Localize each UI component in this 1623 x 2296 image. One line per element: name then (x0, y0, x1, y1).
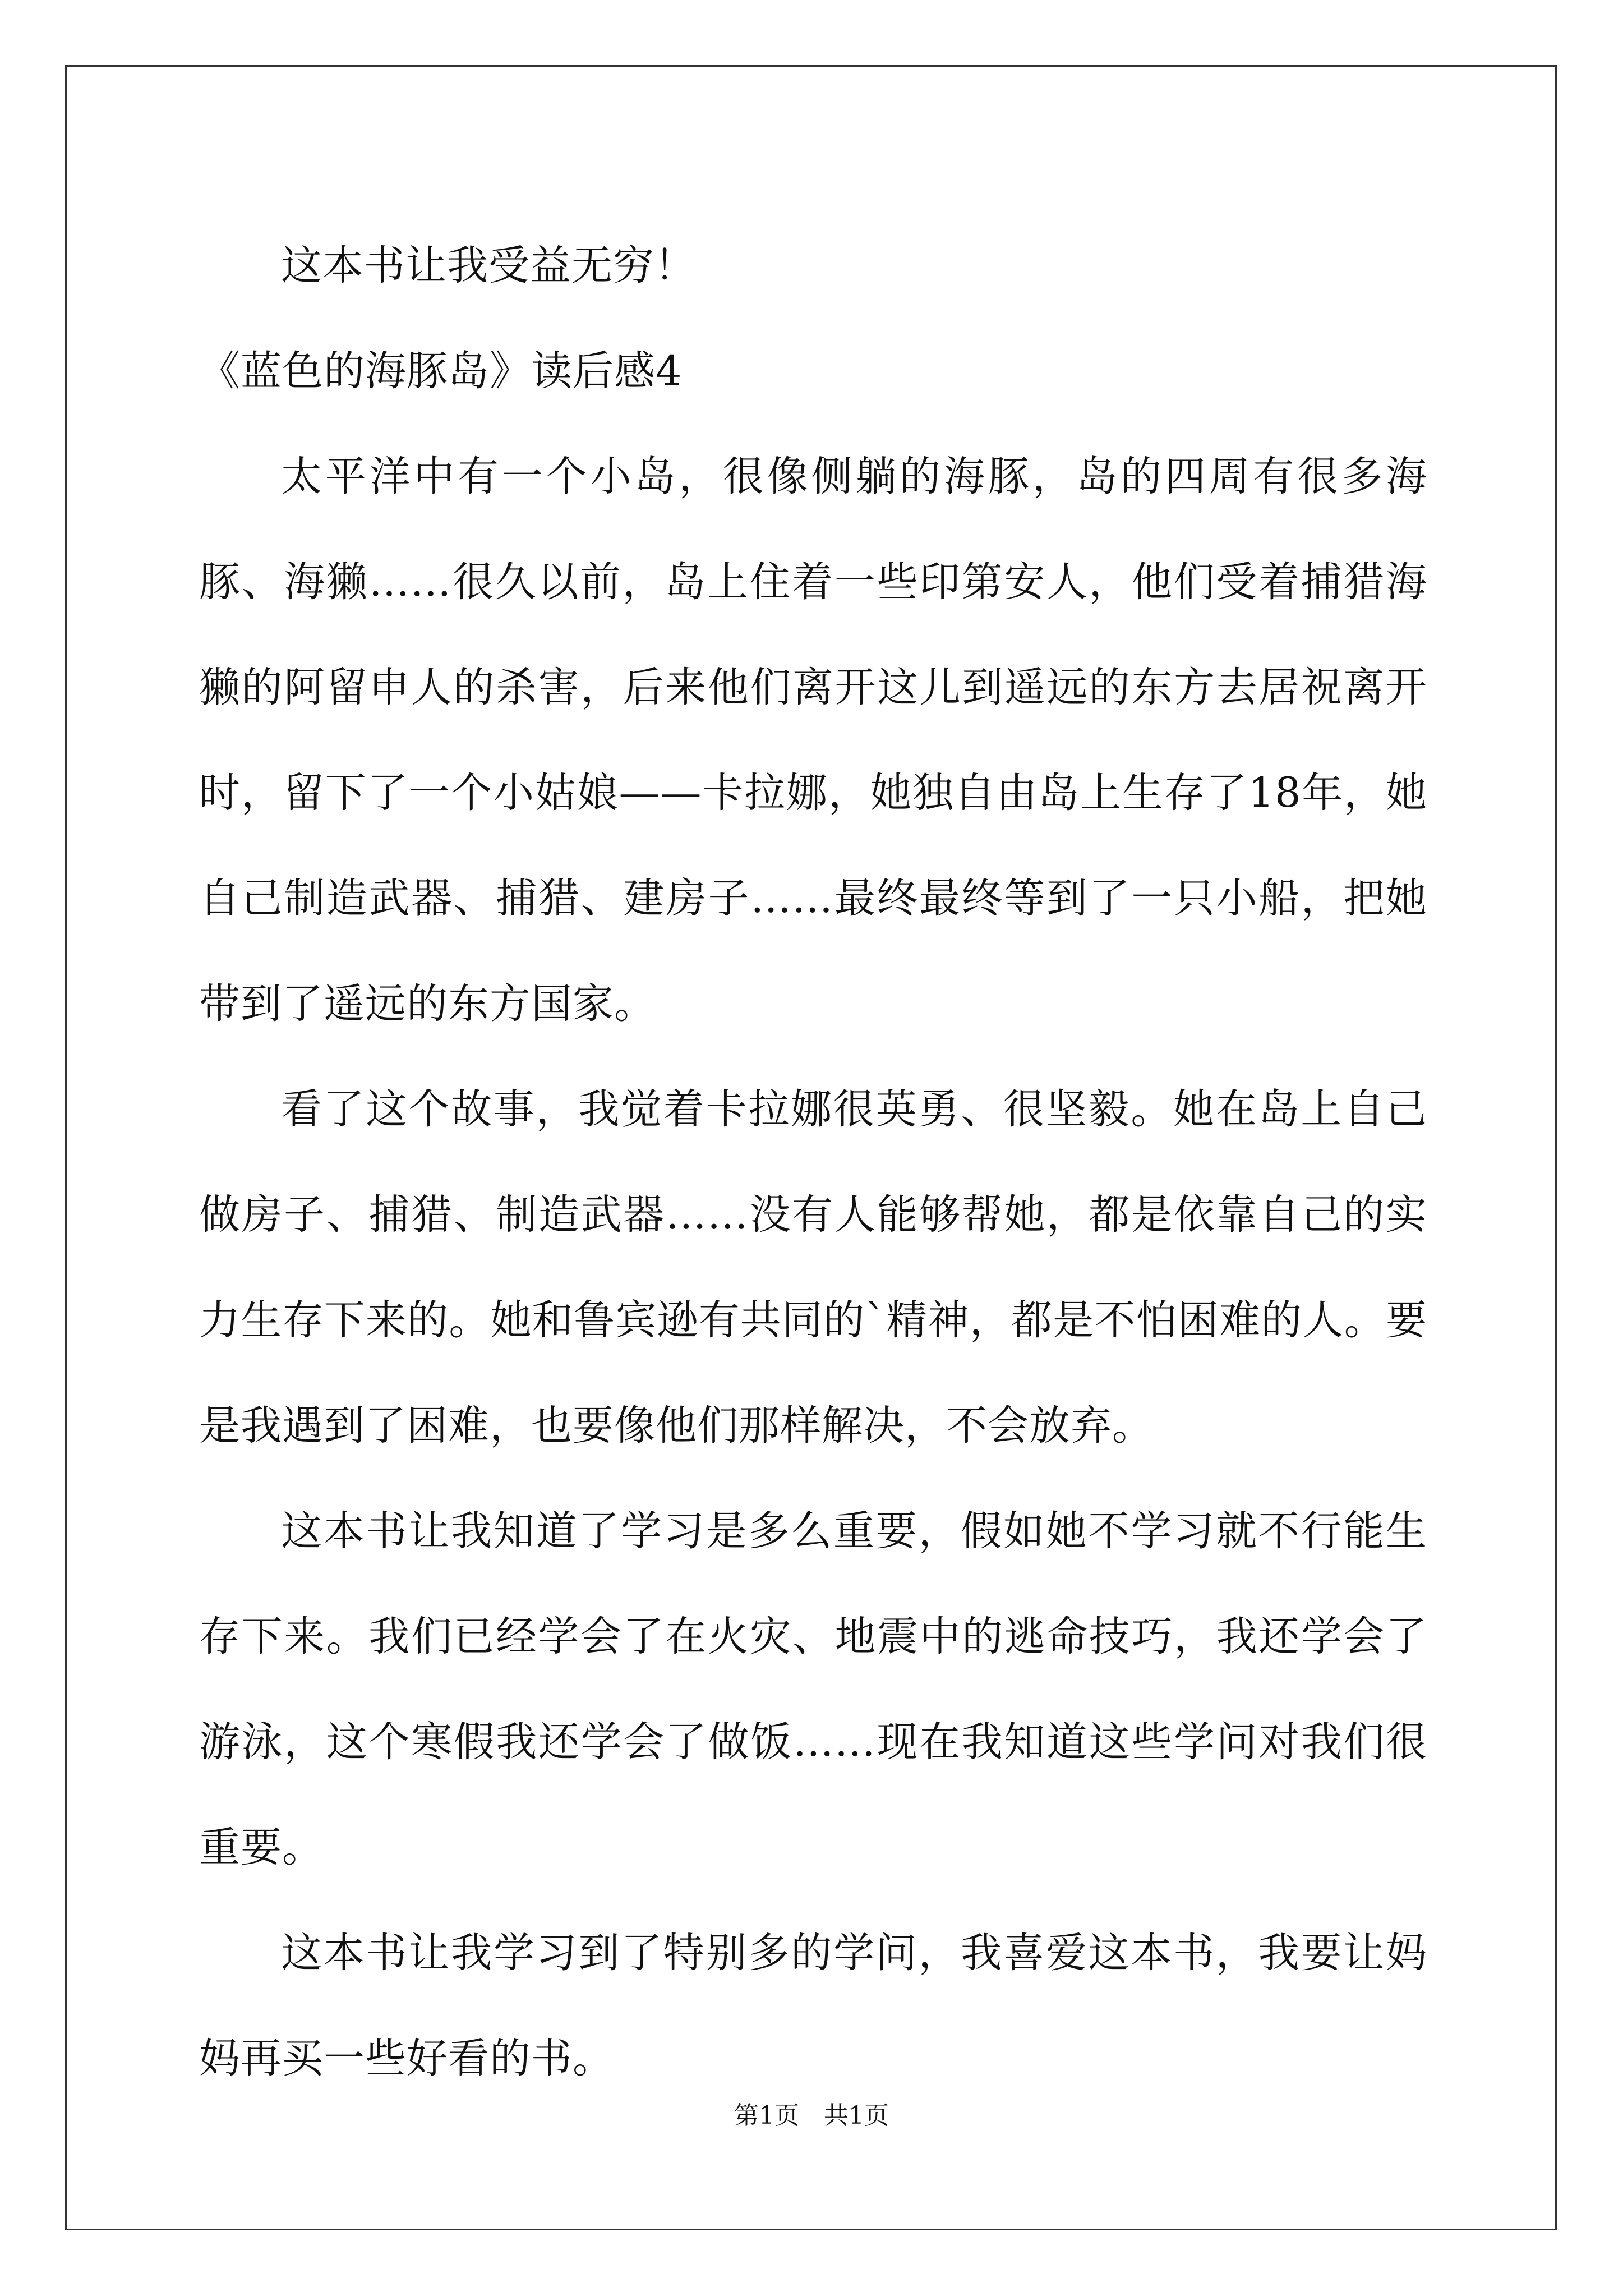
paragraph-learning: 这本书让我知道了学习是多么重要，假如她不学习就不行能生存下来。我们已经学会了在火灾、地震中的逃命技巧，我还学会了游泳，这个寒假我还学会了做饭……现在我知道这些学问对我们很重要。 (199, 1507, 1427, 1871)
page-number-current: 第1页 (734, 2101, 799, 2130)
paragraph-closing-line: 这本书让我受益无穷！ (281, 242, 696, 289)
paragraph-conclusion: 这本书让我学习到了特别多的学问，我喜爱这本书，我要让妈妈再买一些好看的书。 (199, 1929, 1427, 2082)
paragraph-reflection: 看了这个故事，我觉着卡拉娜很英勇、很坚毅。她在岛上自己做房子、捕猎、制造武器……没有人能够帮她，都是依靠自己的实力生存下来的。她和鲁宾逊有共同的`精神，都是不怕困难的人。要是我遇到了困难，也要像他们那样解决，不会放弃。 (199, 1085, 1427, 1450)
page-footer (0, 2099, 1623, 2133)
essay-title: 《蓝色的海豚岛》读后感4 (199, 347, 683, 395)
page-number-total: 共1页 (824, 2101, 889, 2130)
paragraph-story-summary: 太平洋中有一个小岛，很像侧躺的海豚，岛的四周有很多海豚、海獭……很久以前，岛上住着一些印第安人，他们受着捕猎海獭的阿留申人的杀害，后来他们离开这儿到遥远的东方去居祝离开时，留下了一个小姑娘——卡拉娜，她独自由岛上生存了18年，她自己制造武器、捕猎、建房子……最终最终等到了一只小船，把她带到了遥远的东方国家。 (199, 453, 1427, 1028)
document-body (199, 213, 1427, 2111)
